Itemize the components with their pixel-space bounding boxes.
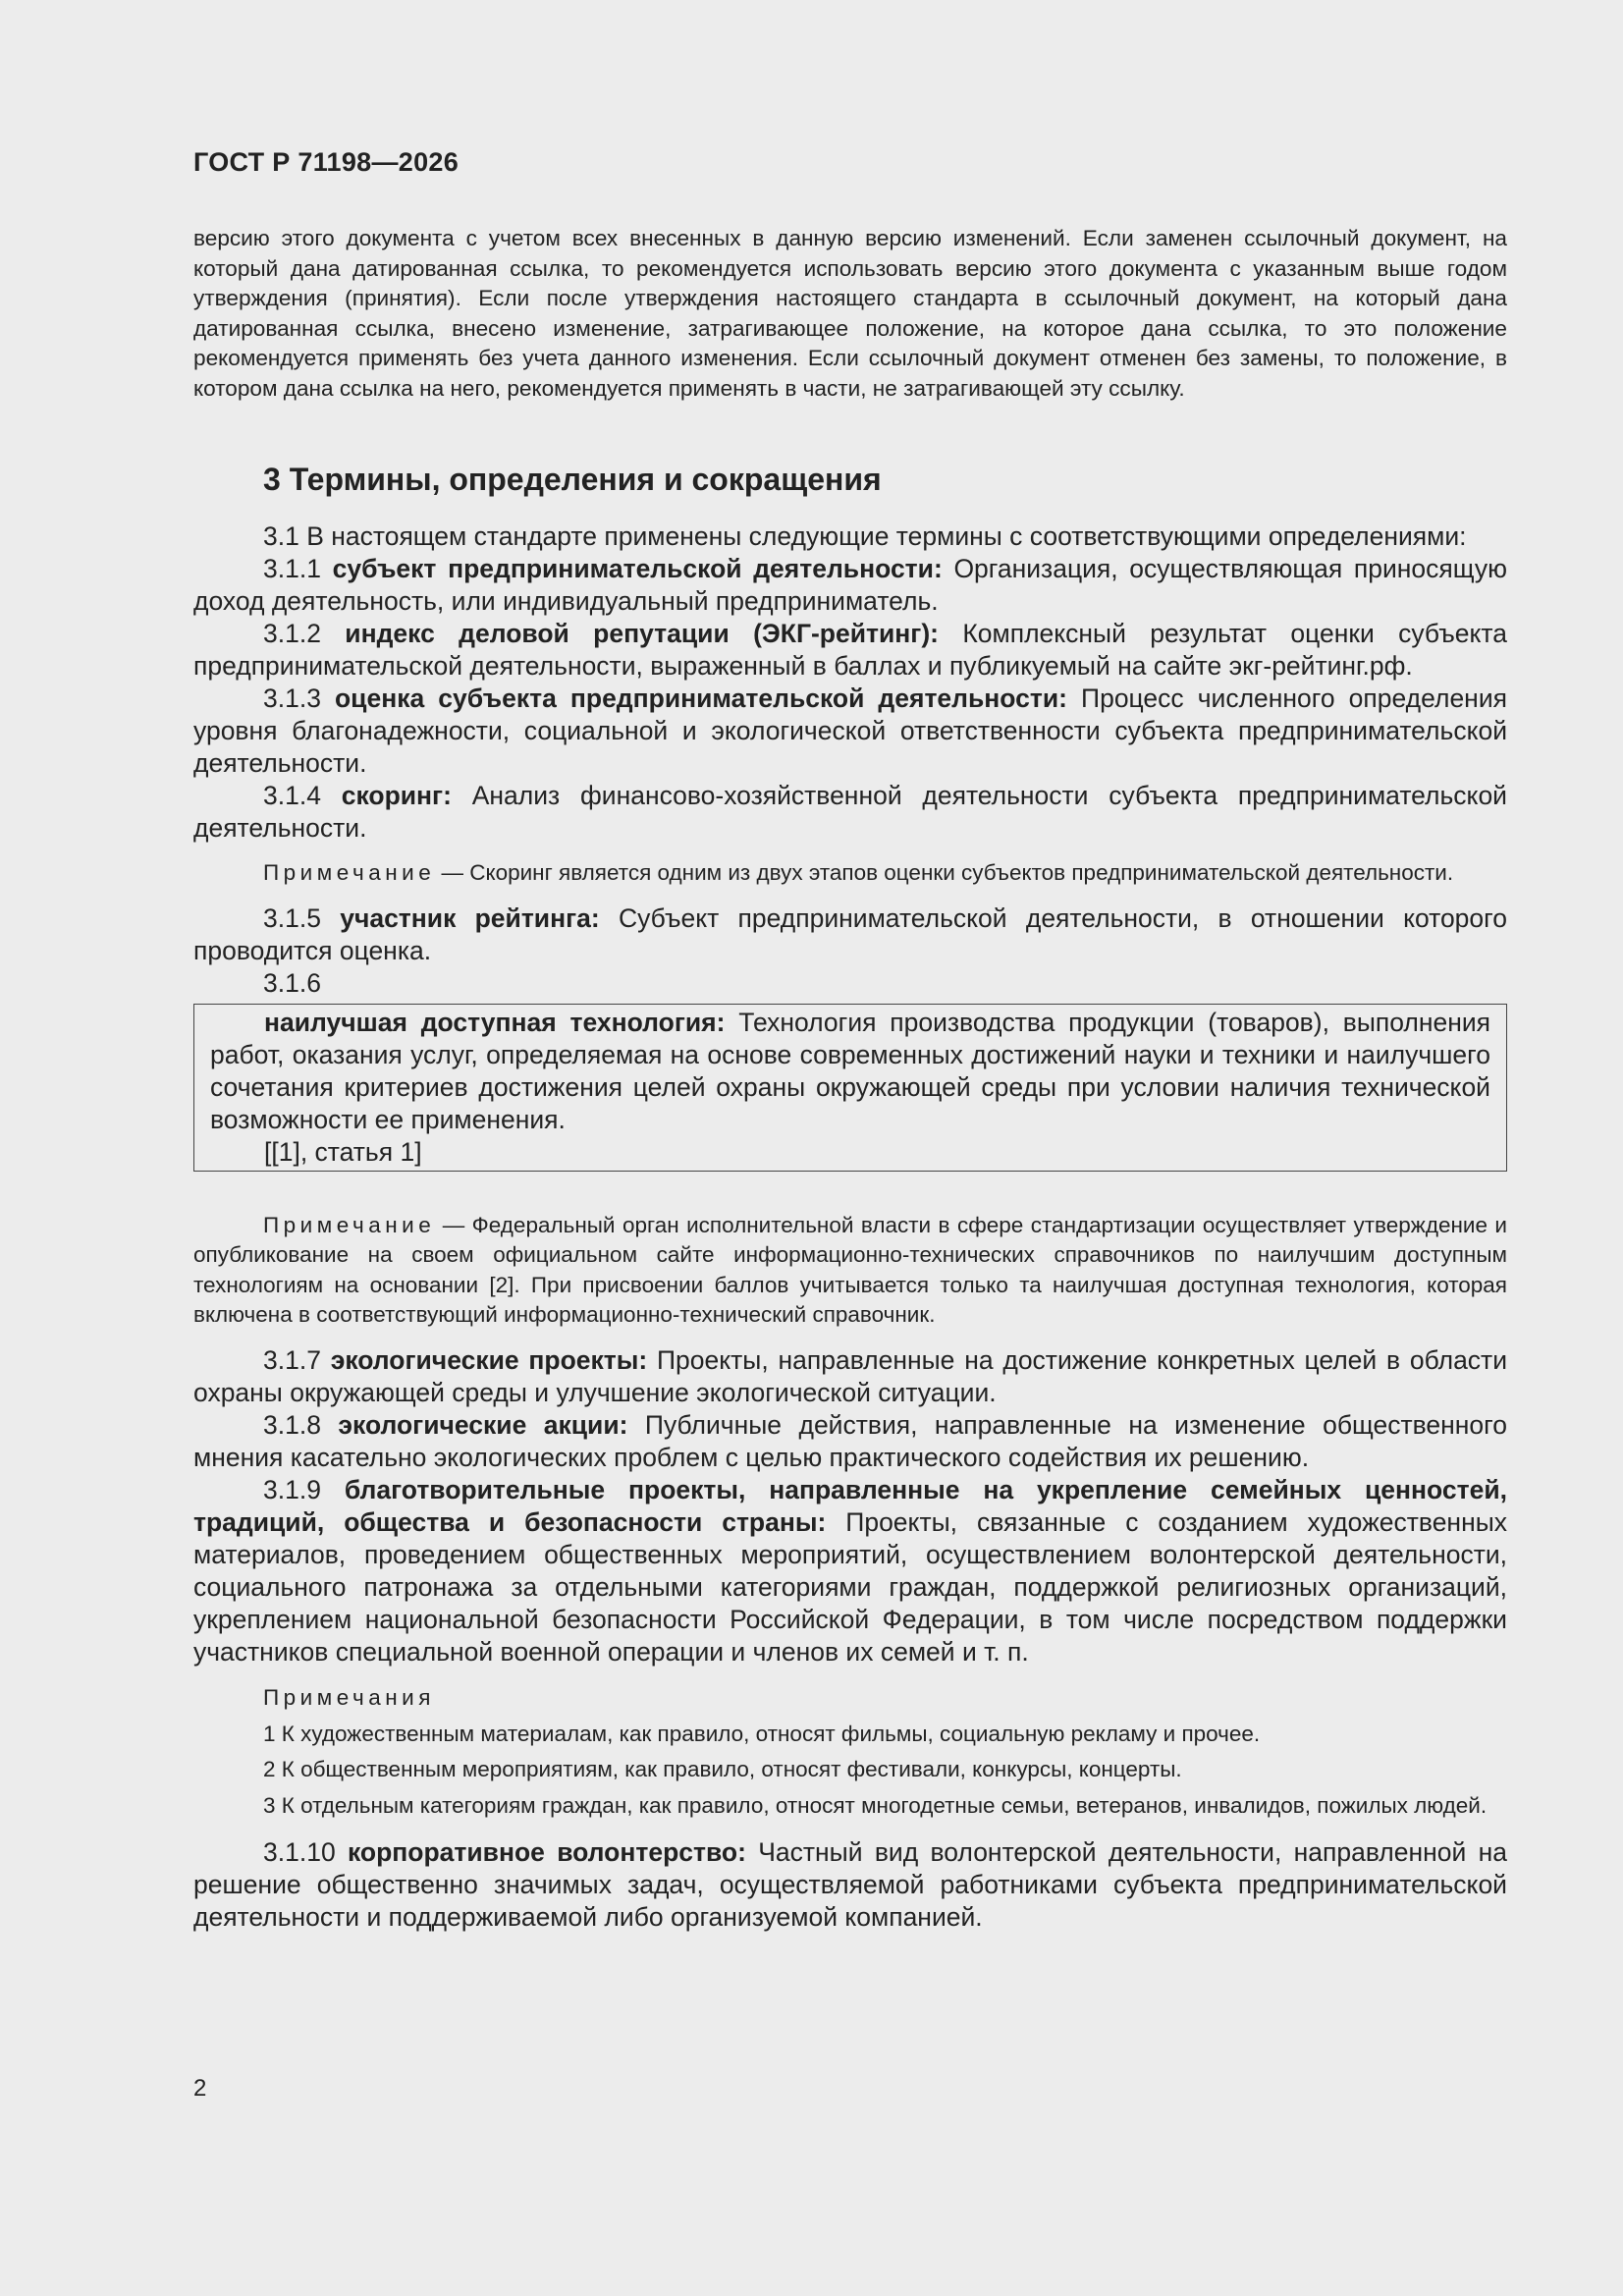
note-label: Примечание xyxy=(263,860,436,885)
note-item: 3 К отдельным категориям граждан, как правило, относят многодетные семьи, ветеранов, инвалидов, пожилых людей. xyxy=(263,1792,1488,1818)
term-3-1-5 xyxy=(193,902,1507,967)
term-number: 3.1.10 xyxy=(263,1837,348,1867)
term-name: экологические проекты: xyxy=(330,1344,648,1375)
term-3-1-2 xyxy=(193,618,1507,683)
term-name: индекс деловой репутации (ЭКГ-рейтинг): xyxy=(345,619,939,648)
term-definition: Процесс численного определения уровня благонадежности, социальной и экологической ответственности субъекта предпринимательской деятельности. xyxy=(193,683,1507,778)
term-definition: Частный вид волонтерской деятельности, направленной на решение общественно значимых задач, осуществляемой работниками субъекта предпринимательской деятельности и поддерживаемой либо организуемой компанией. xyxy=(193,1837,1507,1932)
term-number: 3.1.3 xyxy=(263,683,335,713)
term-3-1-6 xyxy=(210,1007,1490,1136)
note-label: Примечание xyxy=(263,1212,436,1237)
term-3-1-6-box xyxy=(193,1004,1507,1172)
term-number: 3.1.8 xyxy=(263,1409,339,1440)
document-header: ГОСТ Р 71198—2026 xyxy=(193,147,460,177)
term-number: 3.1.7 xyxy=(263,1344,331,1375)
term-3-1-3 xyxy=(193,683,1507,780)
intro-paragraph: версию этого документа с учетом всех внесенных в данную версию изменений. Если заменен ссылочный документ, на который дана датированная ссылка, то рекомендуется использовать версию этого документа с указанным выше годом утверждения (принятия). Если после утверждения настоящего стандарта в ссылочный документ, на который дана датированная ссылка, внесено изменение, затрагивающее положение, на которое дана ссылка, то это положение рекомендуется применять без учета данного изменения. Если ссылочный документ отменен без замены, то положение, в котором дана ссылка на него, рекомендуется применять в части, не затрагивающей эту ссылку. xyxy=(193,226,1507,401)
term-name: скоринг: xyxy=(341,781,452,810)
term-definition: Проекты, направленные на достижение конкретных целей в области охраны окружающей среды и улучшение экологической ситуации. xyxy=(193,1344,1507,1407)
note-item: 1 К художественным материалам, как правило, относят фильмы, социальную рекламу и прочее. xyxy=(263,1721,1261,1746)
term-definition: Субъект предпринимательской деятельности, в отношении которого проводится оценка. xyxy=(193,902,1507,965)
clause-3-1: 3.1 В настоящем стандарте применены следующие термины с соответствующими определениями: xyxy=(263,521,1467,551)
note-3-1-6 xyxy=(193,1211,1507,1331)
term-3-1-10 xyxy=(193,1836,1507,1934)
note-item: 2 К общественным мероприятиям, как правило, относят фестивали, конкурсы, концерты. xyxy=(263,1757,1182,1781)
term-number: 3.1.2 xyxy=(263,619,346,648)
term-name: субъект предпринимательской деятельности: xyxy=(332,554,943,583)
term-name: благотворительные проекты, направленные на укрепление семейных ценностей, традиций, общества и безопасности страны: xyxy=(193,1474,1507,1537)
term-3-1-1 xyxy=(193,553,1507,618)
term-number: 3.1.4 xyxy=(263,781,342,810)
term-name: участник рейтинга: xyxy=(340,902,600,933)
term-definition: Комплексный результат оценки субъекта предпринимательской деятельности, выраженный в баллах и публикуемый на сайте экг-рейтинг.рф. xyxy=(193,619,1507,681)
section-title: 3 Термины, определения и сокращения xyxy=(263,462,882,497)
note-text: — Федеральный орган исполнительной власти в сфере стандартизации осуществляет утверждение и опубликование на своем официальном сайте информационно-технических справочников по наилучшим доступным технологиям на основании [2]. При присвоении баллов учитывается только та наилучшая доступная технология, которая включена в соответствующий информационно-технический справочник. xyxy=(193,1212,1507,1327)
term-definition: Организация, осуществляющая приносящую доход деятельность, или индивидуальный предприниматель. xyxy=(193,554,1507,616)
section-body xyxy=(193,520,1507,1934)
term-name: экологические акции: xyxy=(338,1409,628,1440)
term-number: 3.1.5 xyxy=(263,902,341,933)
term-name: наилучшая доступная технология: xyxy=(264,1007,726,1037)
term-3-1-4 xyxy=(193,780,1507,845)
term-3-1-9 xyxy=(193,1474,1507,1668)
term-definition: Технология производства продукции (товаров), выполнения работ, оказания услуг, определяемая на основе современных достижений науки и техники и наилучшего сочетания критериев достижения целей охраны окружающей среды при условии наличия технической возможности ее применения. xyxy=(210,1007,1490,1134)
page-number: 2 xyxy=(193,2075,207,2102)
term-number: 3.1.9 xyxy=(263,1474,345,1504)
term-3-1-7 xyxy=(193,1344,1507,1409)
term-definition: Анализ финансово-хозяйственной деятельности субъекта предпринимательской деятельности. xyxy=(193,781,1507,843)
term-name: оценка субъекта предпринимательской деятельности: xyxy=(335,683,1067,713)
term-definition: Проекты, связанные с созданием художественных материалов, проведением общественных мероприятий, осуществлением волонтерской деятельности, социального патронажа за отдельными категориями граждан, поддержкой религиозных организаций, укреплением национальной безопасности Российской Федерации, в том числе посредством поддержки участников специальной военной операции и членов их семей и т. п. xyxy=(193,1506,1508,1667)
term-number: 3.1.1 xyxy=(263,554,333,583)
term-source: [[1], статья 1] xyxy=(264,1136,422,1167)
term-3-1-6-number: 3.1.6 xyxy=(263,967,321,998)
note-text: — Скоринг является одним из двух этапов оценки субъектов предпринимательской деятельности. xyxy=(435,860,1454,885)
term-name: корпоративное волонтерство: xyxy=(348,1837,746,1867)
note-3-1-4 xyxy=(193,858,1507,889)
term-definition: Публичные действия, направленные на изменение общественного мнения касательно экологических проблем с целью практического содействия их решению. xyxy=(193,1409,1507,1472)
notes-label: Примечания xyxy=(263,1684,435,1710)
term-3-1-8 xyxy=(193,1409,1507,1474)
